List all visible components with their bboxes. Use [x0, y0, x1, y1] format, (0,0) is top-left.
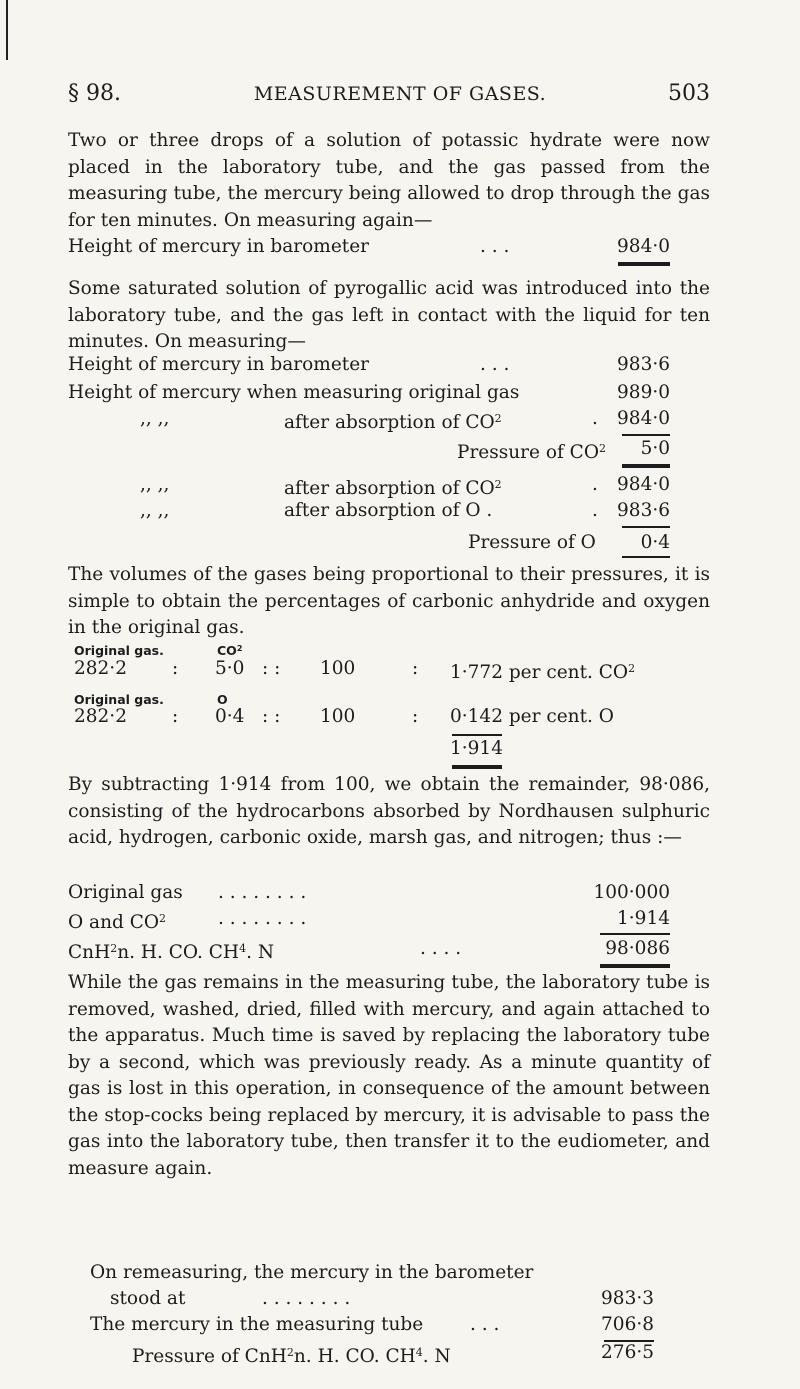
- proportion-value: 0·4: [215, 706, 245, 727]
- remeasure-label: Pressure of CnH$^2$n. H. CO. $CH^4$. N: [132, 1346, 451, 1367]
- ratio-colon: : :: [262, 706, 281, 727]
- measurement-label: Height of mercury in barometer: [68, 236, 370, 257]
- table-row-value: 983·6: [617, 500, 670, 521]
- leader-dots: . . . . . . . .: [218, 882, 307, 903]
- proportion-result: 1·772 per cent. $CO^2$: [450, 662, 636, 683]
- subtraction-value: 100·000: [593, 882, 670, 903]
- proportion-value: 282·2: [74, 706, 127, 727]
- double-rule: [618, 262, 670, 266]
- column-heading: Original gas.: [74, 692, 164, 707]
- measurement-label: Height of mercury in barometer: [68, 354, 370, 375]
- subtraction-value: 1·914: [617, 908, 670, 929]
- page-edge-mark: [0, 0, 8, 60]
- measurement-value: 983·6: [617, 354, 670, 375]
- table-row-value: 0·4: [640, 532, 670, 553]
- subtraction-label: Original gas: [68, 882, 183, 903]
- paragraph-subtraction: By subtracting 1·914 from 100, we obtain the remainder, 98·086, consisting of the hydrocarbons absorbed by Nordhausen sulphuric acid, hydrogen, carbonic oxide, marsh gas, and nitrogen; thus :—: [68, 774, 710, 848]
- remeasure-line: On remeasuring, the mercury in the barometer: [90, 1262, 534, 1283]
- ratio-colon: :: [412, 706, 419, 727]
- leader-dots: .: [592, 500, 598, 521]
- double-rule: [452, 765, 502, 769]
- leader-dots: .: [592, 474, 598, 495]
- column-heading: $CO^2$: [217, 643, 243, 658]
- table-row-label: Pressure of $CO^2$: [457, 442, 607, 463]
- table-row-label: after absorption of $CO^2$: [284, 412, 502, 433]
- measurement-value: 984·0: [617, 236, 670, 257]
- column-heading: O: [217, 692, 228, 707]
- ditto-marks: ,, ,,: [140, 408, 170, 429]
- ratio-colon: :: [172, 658, 179, 679]
- paragraph-pyrogallic-acid: Some saturated solution of pyrogallic acid was introduced into the laboratory tube, and the gas left in contact with the liquid for ten minutes. On measuring—: [68, 278, 710, 352]
- leader-dots: . . .: [480, 354, 510, 375]
- table-row-label: Height of mercury when measuring original gas: [68, 382, 520, 403]
- column-heading: Original gas.: [74, 643, 164, 658]
- proportion-value: 100: [320, 706, 356, 727]
- ratio-colon: : :: [262, 658, 281, 679]
- leader-dots: . . .: [480, 236, 510, 257]
- underline-rule: [622, 556, 670, 558]
- remeasure-value: 276·5: [601, 1342, 654, 1363]
- table-row-value: 984·0: [617, 474, 670, 495]
- leader-dots: . . . .: [420, 938, 462, 959]
- sum-rule: [622, 526, 670, 528]
- proportion-value: 5·0: [215, 658, 245, 679]
- section-number: § 98.: [68, 81, 121, 106]
- ratio-colon: :: [172, 706, 179, 727]
- sum-rule: [622, 434, 670, 436]
- double-rule: [622, 464, 670, 468]
- subtraction-value: 98·086: [605, 938, 670, 959]
- ditto-marks: ,, ,,: [140, 500, 170, 521]
- proportion-total: 1·914: [450, 738, 503, 759]
- sum-rule: [600, 933, 670, 935]
- running-title: MEASUREMENT OF GASES.: [253, 83, 547, 105]
- paragraph-remeasure-procedure: While the gas remains in the measuring tube, the laboratory tube is removed, washed, dried, filled with mercury, and again attached to the apparatus. Much time is saved by replacing the laboratory tube by a second, which was previously ready. As a minute quantity of gas is lost in this operation, in consequence of the amount between the stop-cocks being replaced by mercury, it is advisable to pass the gas into the laboratory tube, then transfer it to the eudiometer, and measure again.: [68, 972, 710, 1179]
- paragraph-proportional-volumes: The volumes of the gases being proportional to their pressures, it is simple to obtain the percentages of carbonic anhydride and oxygen in the original gas.: [68, 564, 710, 638]
- table-row-value: 984·0: [617, 408, 670, 429]
- leader-dots: . . . . . . . .: [262, 1288, 351, 1309]
- remeasure-value: 983·3: [601, 1288, 654, 1309]
- table-row-label: after absorption of $CO^2$: [284, 478, 502, 499]
- table-row-value: 989·0: [617, 382, 670, 403]
- table-row-value: 5·0: [640, 438, 670, 459]
- paragraph-potassic-hydrate: Two or three drops of a solution of potassic hydrate were now placed in the laboratory tube, and the gas passed from the measuring tube, the mercury being allowed to drop through the gas for ten minutes. On measuring again—: [68, 130, 710, 231]
- proportion-value: 100: [320, 658, 356, 679]
- subtraction-label: O and $CO^2$: [68, 912, 167, 933]
- proportion-value: 282·2: [74, 658, 127, 679]
- page-number: 503: [668, 81, 710, 106]
- table-row-label: Pressure of O: [468, 532, 596, 553]
- table-row-label: after absorption of O .: [284, 500, 493, 521]
- subtraction-label: CnH$^2$n. H. CO. $CH^4$. N: [68, 942, 275, 963]
- leader-dots: . . .: [470, 1314, 500, 1335]
- ditto-marks: ,, ,,: [140, 474, 170, 495]
- double-rule: [600, 964, 670, 968]
- proportion-result: 0·142 per cent. O: [450, 706, 614, 727]
- leader-dots: .: [592, 408, 598, 429]
- remeasure-label: The mercury in the measuring tube: [90, 1314, 424, 1335]
- ratio-colon: :: [412, 658, 419, 679]
- remeasure-value: 706·8: [601, 1314, 654, 1335]
- leader-dots: . . . . . . . .: [218, 908, 307, 929]
- remeasure-label: stood at: [110, 1288, 186, 1309]
